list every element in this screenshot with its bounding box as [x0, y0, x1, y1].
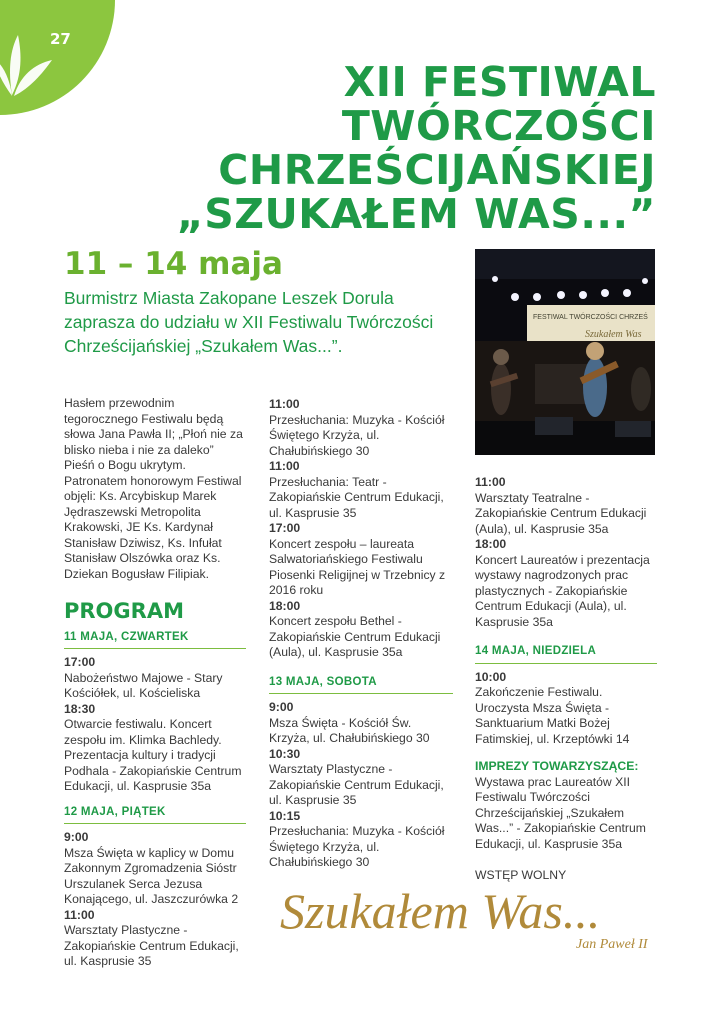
- event-time: 18:00: [475, 537, 507, 551]
- event-time: 10:00: [475, 669, 507, 684]
- side-events-text: Wystawa prac Laureatów XII Festiwalu Twórczości Chrześcijańskiej „Szukałem Was...” - Zakopiańskie Centrum Edukacji, ul. Kasprusie 35a: [475, 774, 646, 851]
- event-desc: Koncert zespołu – laureata Salwatoriańskiego Festiwalu Piosenki Religijnej w Trzebnicy z 2016 roku: [269, 536, 446, 597]
- title-line-1: XII FESTIWAL: [343, 58, 656, 106]
- corner-leaf-decoration: [0, 0, 115, 115]
- event-time: 10:30: [269, 746, 301, 761]
- title-line-3: CHRZEŚCIJAŃSKIEJ: [218, 146, 656, 194]
- event-time: 17:00: [64, 655, 96, 669]
- concert-photo: [475, 249, 655, 455]
- title-line-4: „SZUKAŁEM WAS...”: [176, 190, 656, 238]
- signature-text: Szukałem Was...: [280, 883, 601, 939]
- signature-author: Jan Paweł II: [576, 937, 648, 952]
- event-time: 11:00: [64, 907, 95, 922]
- event-time: 11:00: [475, 475, 506, 489]
- column-2: [269, 397, 453, 871]
- description-text: Hasłem przewodnim tegorocznego Festiwalu będą słowa Jana Pawła II; „Płoń nie za blisko nieba i nie za daleko” Pieśń o Bogu ukrytym. Patronatem honorowym Festiwal objęli: Ks. Arcybiskup Marek Jędraszewski Metropolita Krakowski, JE Ks. Kardynał Stanisław Dziwisz, Ks. Infułat Stanisław Olszówka oraz Ks. Dziekan Bogusław Filipiak.: [64, 396, 243, 581]
- title-line-2: TWÓRCZOŚCI: [341, 102, 656, 150]
- intro-text: Burmistrz Miasta Zakopane Leszek Dorula zaprasza do udziału w XII Festiwalu Twórczości Chrześcijańskiej „Szukałem Was...”.: [64, 288, 434, 356]
- event-desc: Msza Święta w kaplicy w Domu Zakonnym Zgromadzenia Sióstr Urszulanek Serca Jezusa Konającego, ul. Jaszczurówka 2: [64, 845, 239, 906]
- event-desc: Przesłuchania: Muzyka - Kościół Świętego Krzyża, ul. Chałubińskiego 30: [269, 824, 445, 869]
- event-desc: Zakończenie Festiwalu. Uroczysta Msza Święta - Sanktuarium Matki Bożej Fatimskiej, ul. Krzeptówki 14: [475, 685, 630, 746]
- event-time: 18:00: [269, 598, 301, 613]
- photo-banner-text: FESTIWAL TWÓRCZOŚCI CHRZEŚ: [533, 314, 648, 321]
- event-desc: Przesłuchania: Muzyka - Kościół Świętego Krzyża, ul. Chałubińskiego 30: [269, 412, 445, 458]
- day1-header: 11 MAJA, CZWARTEK: [64, 630, 246, 650]
- festival-dates: 11 – 14 maja: [64, 246, 283, 282]
- free-entry: WSTĘP WOLNY: [475, 868, 567, 882]
- column-3: [475, 475, 657, 884]
- event-desc: Otwarcie festiwalu. Koncert zespołu im. Klimka Bachledy. Prezentacja kultury i tradycji Podhala - Zakopiańskie Centrum Edukacji, ul. Kasprusie 35a: [64, 717, 242, 793]
- day4-header: 14 MAJA, NIEDZIELA: [475, 644, 657, 664]
- festival-title: [177, 60, 656, 236]
- program-heading: PROGRAM: [64, 599, 184, 623]
- event-time: 11:00: [269, 397, 300, 411]
- event-desc: Koncert zespołu Bethel - Zakopiańskie Centrum Edukacji (Aula), ul. Kasprusie 35a: [269, 614, 441, 659]
- event-desc: Nabożeństwo Majowe - Stary Kościółek, ul. Kościeliska: [64, 670, 223, 700]
- event-time: 18:30: [64, 701, 96, 716]
- event-desc: Msza Święta - Kościół Św. Krzyża, ul. Chałubińskiego 30: [269, 715, 430, 745]
- photo-banner-script: Szukałem Was: [585, 329, 642, 340]
- column-1: [64, 396, 246, 970]
- event-time: 9:00: [269, 700, 294, 714]
- page-number: 27: [50, 30, 71, 48]
- event-desc: Warsztaty Teatralne - Zakopiańskie Centrum Edukacji (Aula), ul. Kasprusie 35a: [475, 490, 647, 536]
- event-desc: Warsztaty Plastyczne - Zakopiańskie Centrum Edukacji, ul. Kasprusie 35: [269, 762, 444, 807]
- event-desc: Warsztaty Plastyczne - Zakopiańskie Centrum Edukacji, ul. Kasprusie 35: [64, 923, 239, 968]
- event-time: 11:00: [269, 459, 300, 473]
- event-time: 10:15: [269, 808, 301, 823]
- event-desc: Koncert Laureatów i prezentacja wystawy nagrodzonych prac plastycznych - Zakopiańskie Centrum Edukacji (Aula), ul. Kasprusie 35a: [475, 552, 650, 629]
- event-desc: Przesłuchania: Teatr - Zakopiańskie Centrum Edukacji, ul. Kasprusie 35: [269, 474, 444, 520]
- day2-header: 12 MAJA, PIĄTEK: [64, 805, 246, 825]
- event-time: 17:00: [269, 521, 301, 535]
- event-time: 9:00: [64, 830, 89, 844]
- side-events-heading: IMPREZY TOWARZYSZĄCE:: [475, 759, 639, 773]
- day3-header: 13 MAJA, SOBOTA: [269, 675, 453, 695]
